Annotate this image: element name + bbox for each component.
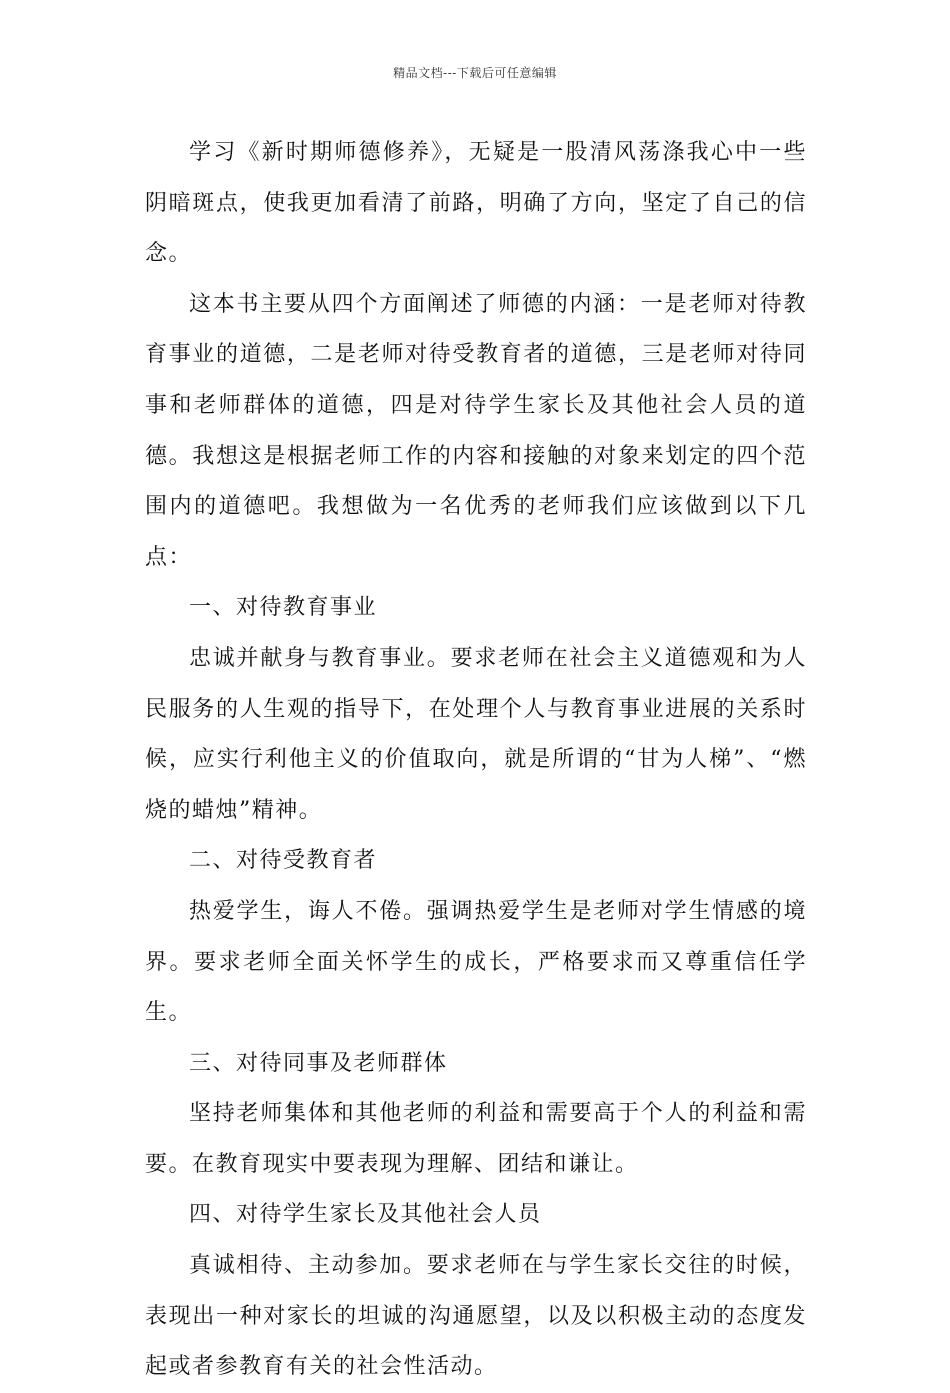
page-header: 精品文档---下载后可任意编辑	[393, 66, 557, 80]
paragraph-intro: 学习《新时期师德修养》，无疑是一股清风荡涤我心中一些阴暗斑点，使我更加看清了前路，明确了方向，坚定了自己的信念。	[145, 140, 807, 267]
section-heading-4: 四、对待学生家长及其他社会人员	[189, 1202, 542, 1228]
section-heading-2: 二、对待受教育者	[189, 848, 378, 874]
document-body	[145, 128, 807, 1393]
section-heading-1: 一、对待教育事业	[189, 595, 378, 621]
paragraph-section-4: 真诚相待、主动参加。要求老师在与学生家长交往的时候，表现出一种对家长的坦诚的沟通愿望，以及以积极主动的态度发起或者参教育有关的社会性活动。	[145, 1253, 807, 1380]
paragraph-section-1: 忠诚并献身与教育事业。要求老师在社会主义道德观和为人民服务的人生观的指导下，在处理个人与教育事业进展的关系时候，应实行利他主义的价值取向，就是所谓的“甘为人梯”、“燃烧的蜡烛”精神。	[145, 645, 807, 823]
section-heading-3: 三、对待同事及老师群体	[189, 1050, 448, 1076]
paragraph-section-3: 坚持老师集体和其他老师的利益和需要高于个人的利益和需要。在教育现实中要表现为理解、团结和谦让。	[145, 1101, 807, 1177]
paragraph-overview: 这本书主要从四个方面阐述了师德的内涵：一是老师对待教育事业的道德，二是老师对待受教育者的道德，三是老师对待同事和老师群体的道德，四是对待学生家长及其他社会人员的道德。我想这是根据老师工作的内容和接触的对象来划定的四个范围内的道德吧。我想做为一名优秀的老师我们应该做到以下几点：	[145, 291, 807, 570]
paragraph-section-2: 热爱学生，诲人不倦。强调热爱学生是老师对学生情感的境界。要求老师全面关怀学生的成长，严格要求而又尊重信任学生。	[145, 898, 807, 1026]
